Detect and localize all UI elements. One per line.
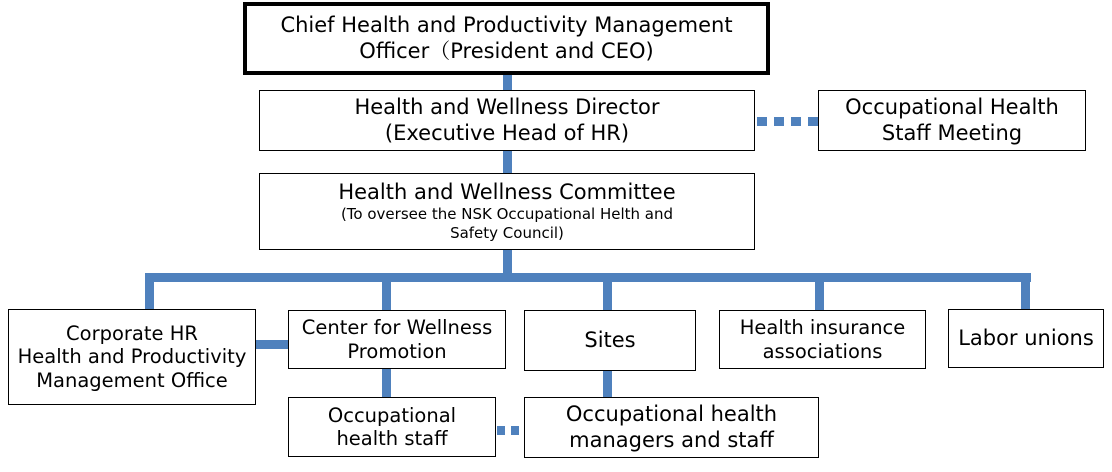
- node-text: (Executive Head of HR): [384, 120, 630, 145]
- committee-box: [259, 173, 755, 250]
- node-text: Occupational: [327, 403, 457, 427]
- connector-drop-corporate-hr: [145, 273, 154, 310]
- connector-horizontal-bus: [145, 273, 1031, 282]
- node-text: Staff Meeting: [881, 120, 1023, 145]
- sites-box: [524, 310, 696, 371]
- dotted-connector-ohstaff-ohmanagers: [497, 426, 505, 435]
- corporate-hr-box: [8, 309, 256, 405]
- node-text: Chief Health and Productivity Management: [280, 13, 733, 38]
- ceo-box: [243, 2, 770, 75]
- node-text: Occupational Health: [845, 95, 1059, 120]
- connector-director-committee: [503, 150, 512, 174]
- node-text: Health and Productivity: [17, 345, 247, 369]
- node-text: Health insurance: [739, 316, 906, 340]
- node-text: Officer（President and CEO): [359, 38, 654, 63]
- node-text: managers and staff: [569, 427, 774, 452]
- unions-box: [948, 309, 1104, 368]
- connector-wellness-ohstaff: [382, 368, 391, 398]
- node-text: Health and Wellness Director: [354, 95, 660, 120]
- connector-drop-wellness-center: [382, 273, 391, 311]
- node-text: Corporate HR: [66, 321, 198, 345]
- dotted-connector-director-meeting: [808, 117, 818, 126]
- node-subtext: (To oversee the NSK Occupational Helth and: [340, 205, 674, 224]
- wellness-center-box: [288, 310, 506, 369]
- node-text: Labor unions: [958, 325, 1094, 350]
- connector-drop-unions: [1021, 273, 1030, 310]
- director-box: [259, 90, 755, 151]
- node-title: Health and Wellness Committee: [338, 180, 676, 205]
- node-subtext: Safety Council): [450, 224, 564, 243]
- dotted-connector-director-meeting: [791, 117, 801, 126]
- dotted-connector-director-meeting: [774, 117, 784, 126]
- connector-sites-ohmanagers: [603, 370, 612, 398]
- node-text: Management Office: [36, 368, 228, 392]
- node-text: associations: [762, 339, 883, 363]
- insurance-box: [719, 310, 926, 369]
- oh-managers-box: [524, 397, 819, 458]
- connector-drop-insurance: [815, 273, 824, 311]
- node-text: Occupational health: [565, 402, 778, 427]
- dotted-connector-ohstaff-ohmanagers: [511, 426, 519, 435]
- node-text: Center for Wellness: [301, 316, 493, 340]
- node-text: health staff: [336, 427, 448, 450]
- connector-drop-sites: [603, 273, 612, 311]
- connector-committee-bus: [503, 249, 512, 275]
- dotted-connector-director-meeting: [757, 117, 767, 126]
- node-text: Sites: [584, 327, 636, 352]
- connector-ceo-director: [503, 73, 512, 91]
- node-text: Promotion: [347, 339, 447, 363]
- oh-staff-box: [288, 397, 496, 457]
- oh-meeting-box: [818, 90, 1086, 151]
- connector-hr-wellness: [254, 340, 290, 349]
